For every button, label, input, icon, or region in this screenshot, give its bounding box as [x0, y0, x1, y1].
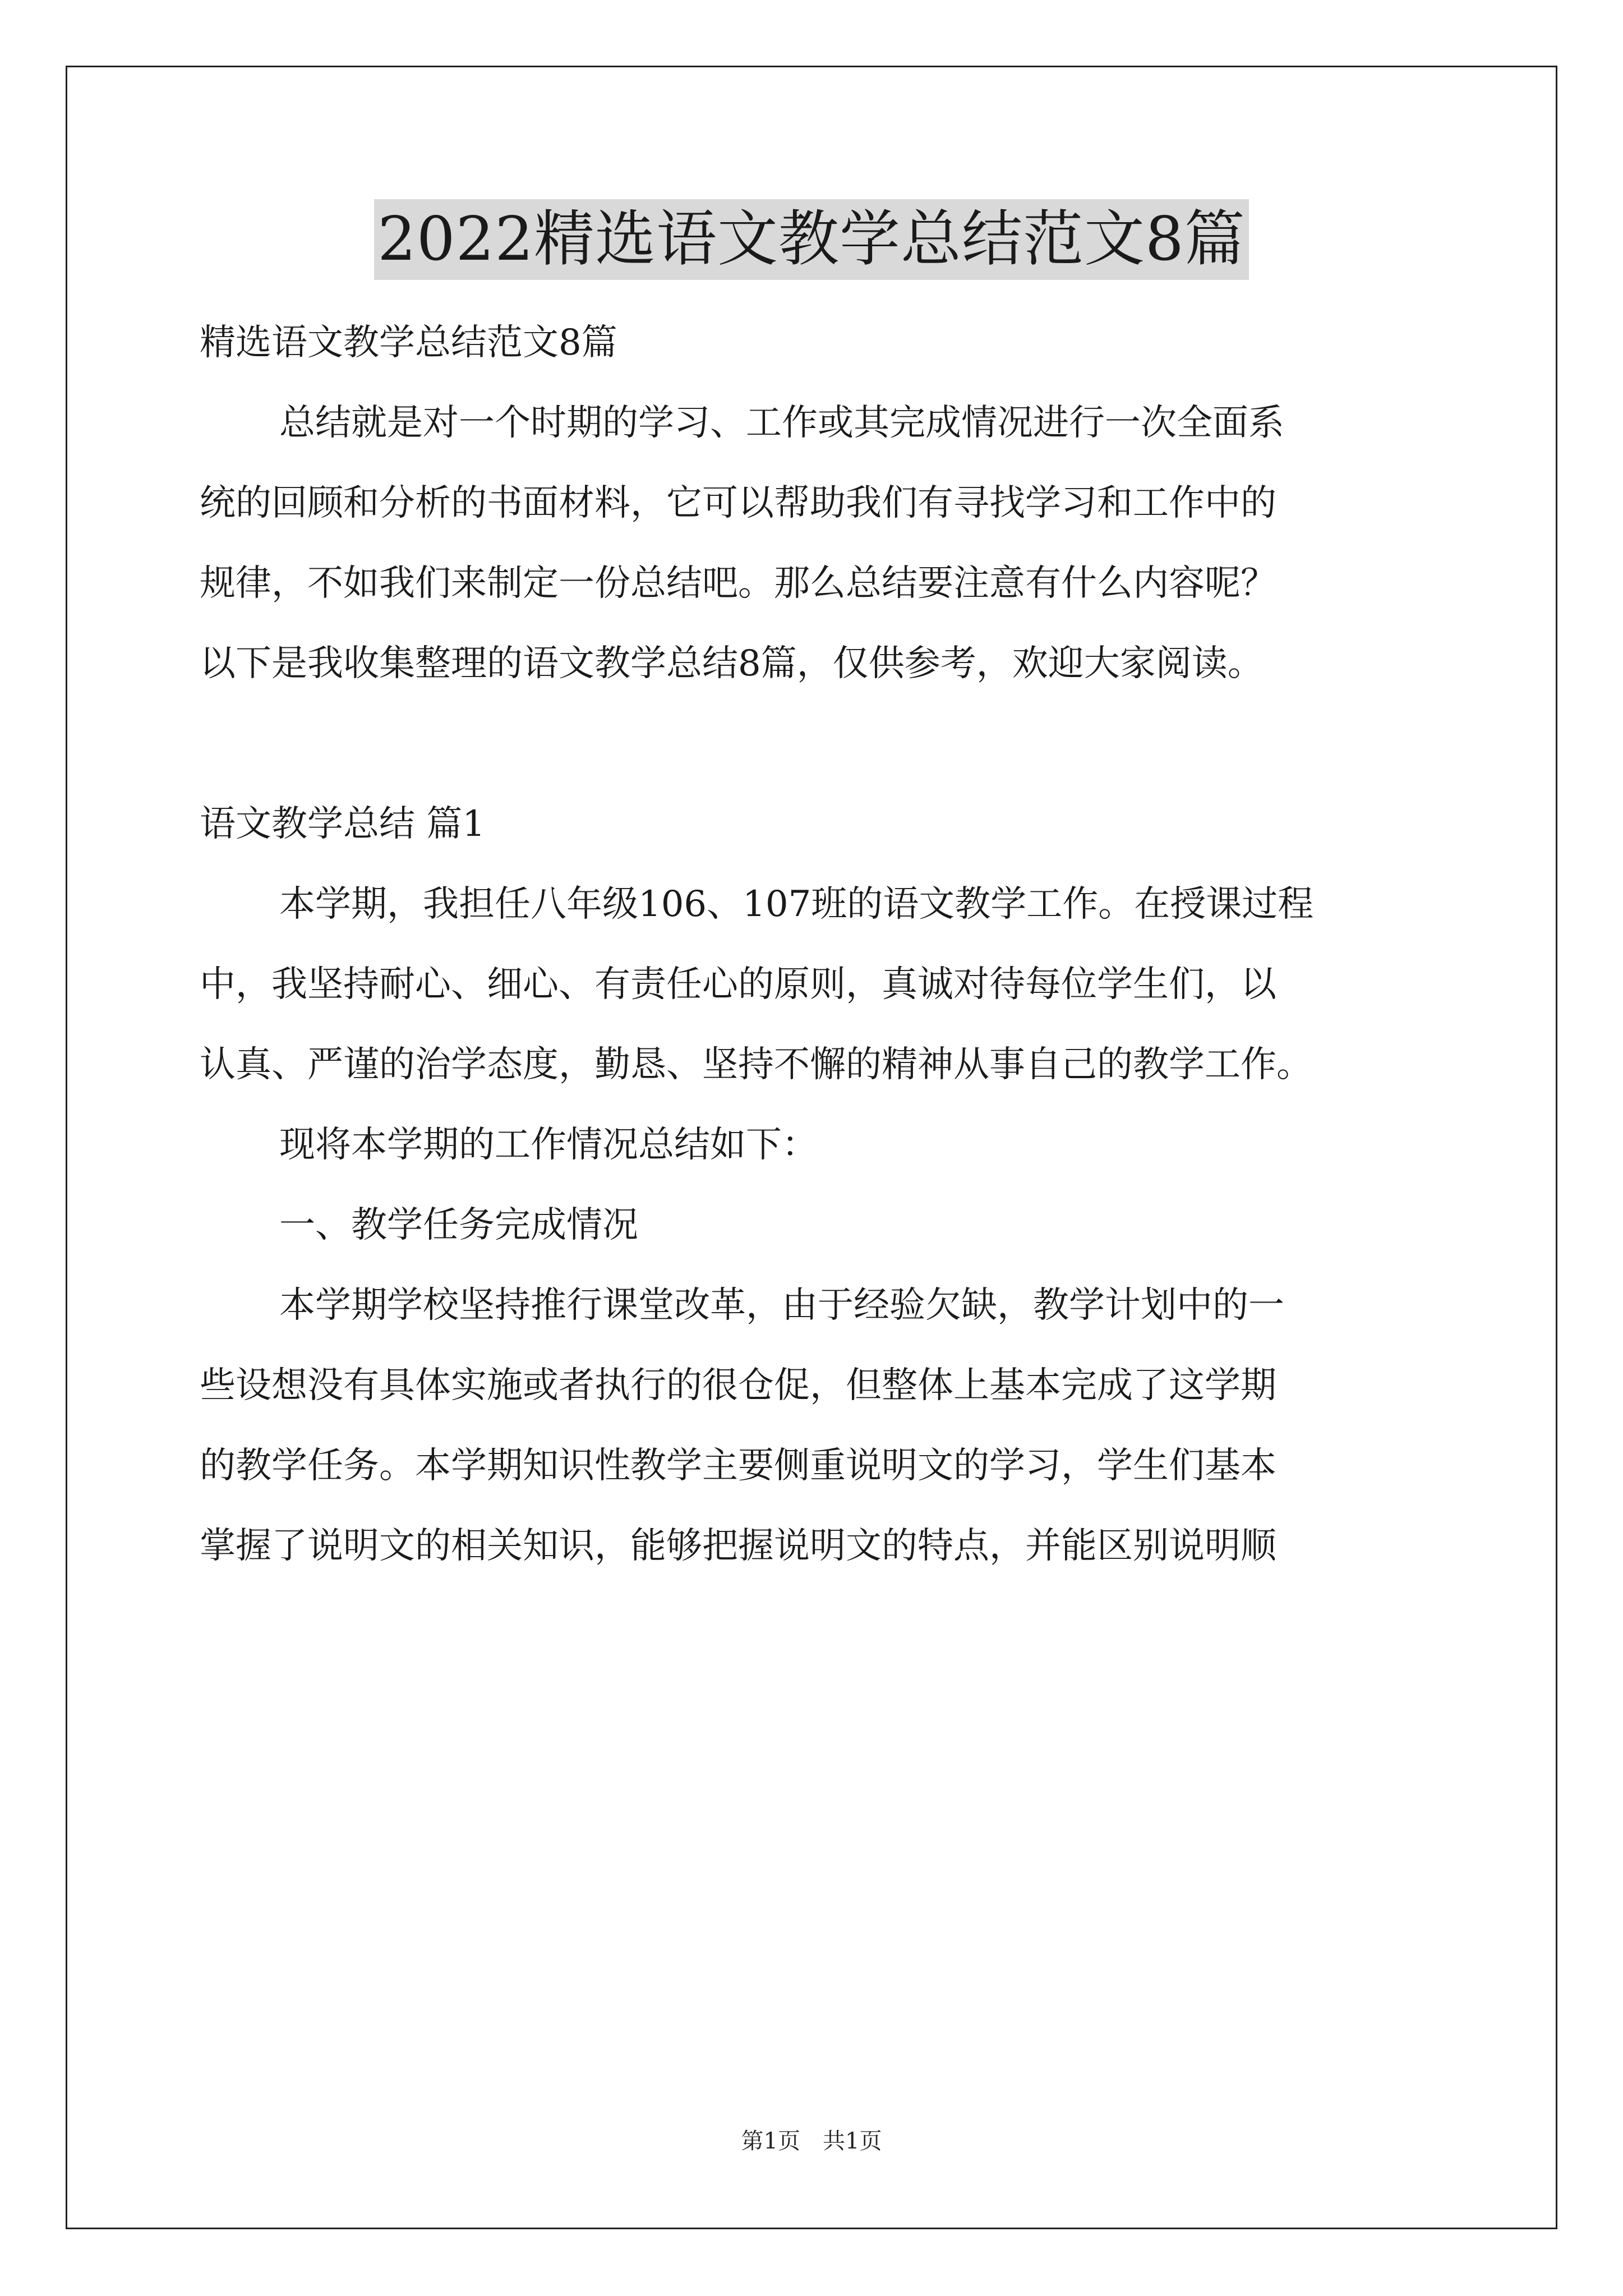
- para1-line-1: 本学期，我担任八年级106、107班的语文教学工作。在授课过程: [279, 884, 1314, 925]
- intro-line-4: 以下是我收集整理的语文教学总结8篇，仅供参考，欢迎大家阅读。: [200, 643, 1264, 684]
- subheading: 一、教学任务完成情况: [279, 1204, 638, 1246]
- document-title: 2022精选语文教学总结范文8篇: [374, 199, 1249, 280]
- para3-line-2: 些设想没有具体实施或者执行的很仓促，但整体上基本完成了这学期: [200, 1365, 1276, 1406]
- para2: 现将本学期的工作情况总结如下：: [279, 1124, 818, 1166]
- intro-line-2: 统的回顾和分析的书面材料，它可以帮助我们有寻找学习和工作中的: [200, 482, 1276, 524]
- intro-line-3: 规律，不如我们来制定一份总结吧。那么总结要注意有什么内容呢？: [200, 563, 1276, 604]
- section-heading: 语文教学总结 篇1: [200, 803, 486, 845]
- para1-line-3: 认真、严谨的治学态度，勤恳、坚持不懈的精神从事自己的教学工作。: [200, 1044, 1312, 1085]
- document-body: [200, 303, 1428, 1586]
- spacer: [200, 704, 1428, 784]
- subtitle: 精选语文教学总结范文8篇: [200, 322, 617, 364]
- para3-line-1: 本学期学校坚持推行课堂改革，由于经验欠缺，教学计划中的一: [279, 1285, 1284, 1326]
- page-footer: 第1页 共1页: [741, 2128, 882, 2154]
- title-container: [0, 199, 1623, 280]
- para1-line-2: 中，我坚持耐心、细心、有责任心的原则，真诚对待每位学生们，以: [200, 964, 1276, 1005]
- intro-line-1: 总结就是对一个时期的学习、工作或其完成情况进行一次全面系: [279, 402, 1284, 444]
- para3-line-3: 的教学任务。本学期知识性教学主要侧重说明文的学习，学生们基本: [200, 1445, 1276, 1487]
- para3-line-4: 掌握了说明文的相关知识，能够把握说明文的特点，并能区别说明顺: [200, 1525, 1276, 1567]
